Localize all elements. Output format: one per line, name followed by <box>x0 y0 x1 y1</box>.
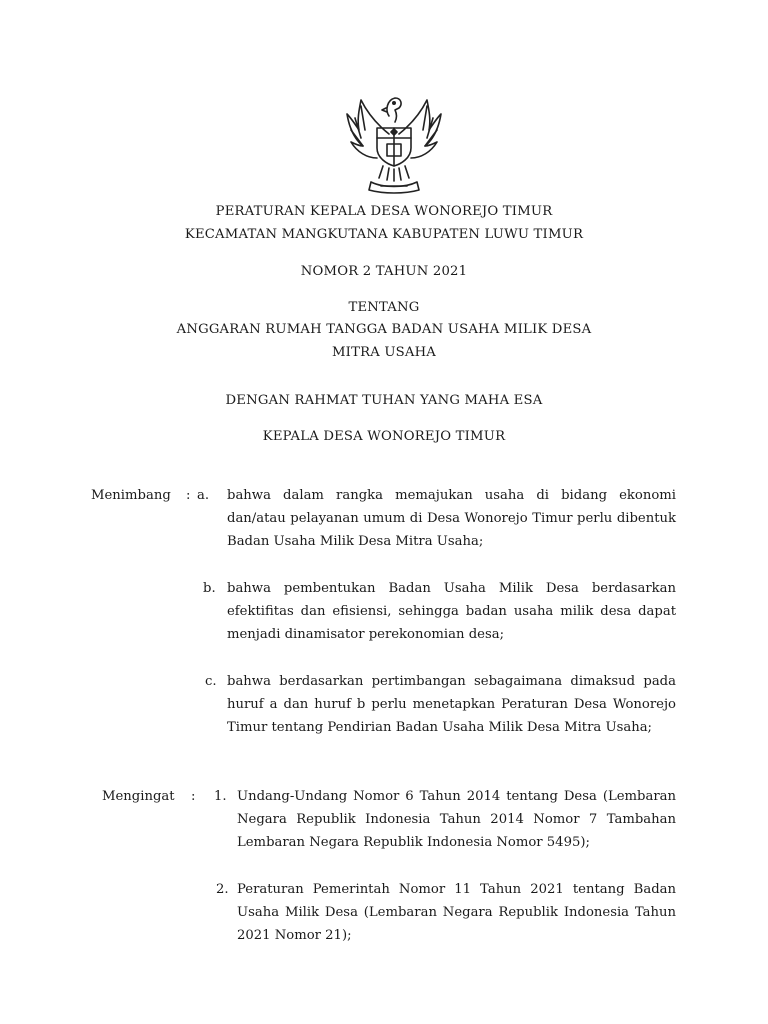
mengingat-colon: : <box>191 789 196 804</box>
invocation-line: DENGAN RAHMAT TUHAN YANG MAHA ESA <box>225 393 543 408</box>
tentang-heading: TENTANG <box>348 300 420 315</box>
menimbang-item-a: bahwa dalam rangka memajukan usaha di bidang ekonomi dan/atau pelayanan umum di Desa Wonorejo Timur perlu dibentuk Badan Usaha Milik Desa Mitra Usaha; <box>227 488 676 550</box>
mengingat-marker-1: 1. <box>214 789 227 804</box>
menimbang-marker-b: b. <box>203 581 216 596</box>
menimbang-marker-a: a. <box>197 488 210 503</box>
mengingat-marker-2: 2. <box>216 882 229 897</box>
garuda-emblem-icon <box>339 86 449 196</box>
regulation-title-line-2: KECAMATAN MANGKUTANA KABUPATEN LUWU TIMUR <box>184 227 584 242</box>
menimbang-label: Menimbang <box>91 488 171 503</box>
mengingat-item-2: Peraturan Pemerintah Nomor 11 Tahun 2021 tentang Badan Usaha Milik Desa (Lembaran Negara Republik Indonesia Tahun 2021 Nomor 21); <box>237 882 676 944</box>
regulation-title-line-1: PERATURAN KEPALA DESA WONOREJO TIMUR <box>215 204 553 219</box>
subject-title-line-2: MITRA USAHA <box>331 345 437 360</box>
menimbang-colon: : <box>186 488 191 503</box>
regulation-number: NOMOR 2 TAHUN 2021 <box>300 264 468 279</box>
mengingat-label: Mengingat <box>102 789 175 804</box>
menimbang-item-c: bahwa berdasarkan pertimbangan sebagaimana dimaksud pada huruf a dan huruf b perlu menetapkan Peraturan Desa Wonorejo Timur tentang Pendirian Badan Usaha Milik Desa Mitra Usaha; <box>227 674 676 736</box>
subject-title-line-1: ANGGARAN RUMAH TANGGA BADAN USAHA MILIK DESA <box>176 322 592 337</box>
menimbang-marker-c: c. <box>205 674 217 689</box>
official-title: KEPALA DESA WONOREJO TIMUR <box>262 429 506 444</box>
menimbang-item-b: bahwa pembentukan Badan Usaha Milik Desa berdasarkan efektifitas dan efisiensi, sehingga badan usaha milik desa dapat menjadi dinamisator perekonomian desa; <box>227 581 676 643</box>
mengingat-item-1: Undang-Undang Nomor 6 Tahun 2014 tentang Desa (Lembaran Negara Republik Indonesia Tahun 2014 Nomor 7 Tambahan Lembaran Negara Republik Indonesia Nomor 5495); <box>237 789 676 851</box>
